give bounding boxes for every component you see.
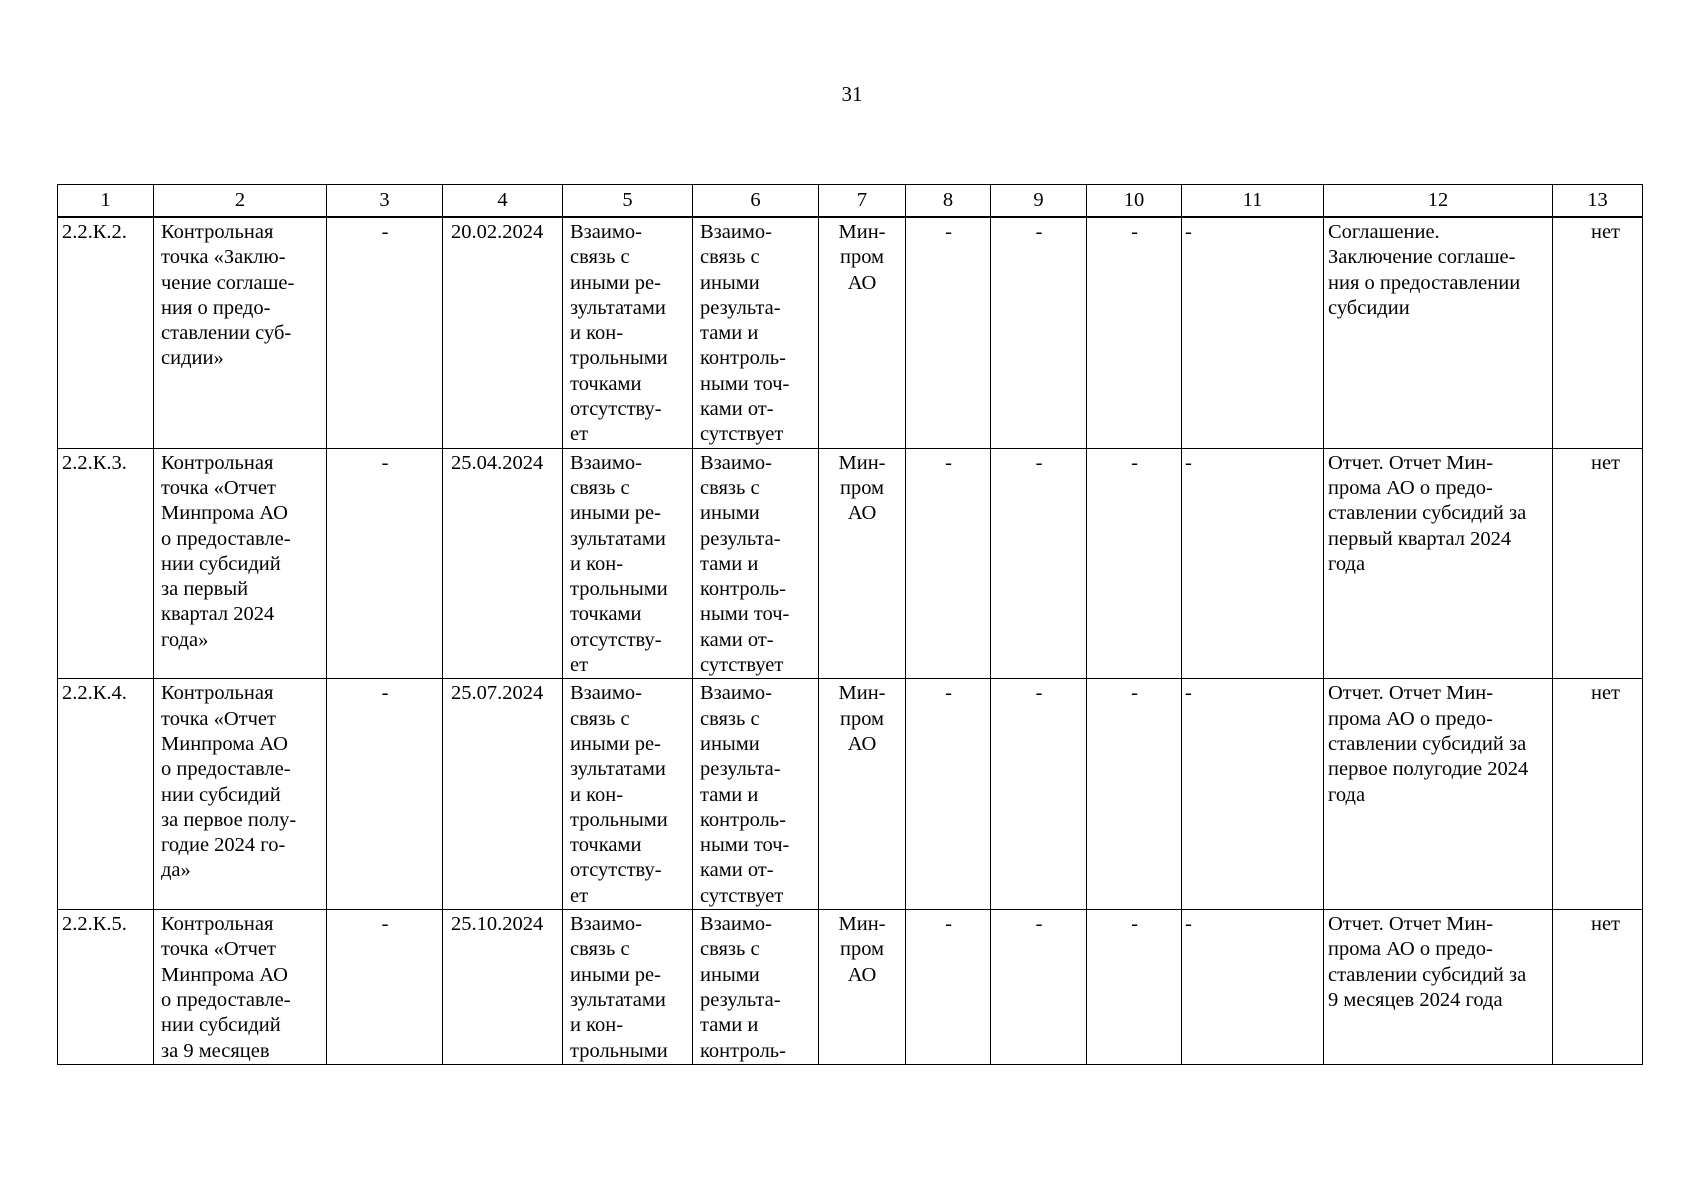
relations-points bbox=[693, 910, 819, 1065]
column-10-value: - bbox=[1087, 679, 1182, 910]
control-point-name-line: чение соглаше- bbox=[161, 271, 295, 294]
responsible-executor-line: АО bbox=[847, 732, 877, 755]
column-10-value: - bbox=[1087, 448, 1182, 679]
responsible-executor-line: Мин- bbox=[838, 221, 886, 243]
relations-points-line: сутствует bbox=[700, 654, 784, 677]
relations-points-line: Взаимо- bbox=[700, 682, 772, 705]
column-8-value: - bbox=[906, 448, 991, 679]
responsible-executor-line: пром bbox=[839, 246, 885, 269]
responsible-executor-line: пром bbox=[839, 707, 885, 730]
relations-points-line: контроль- bbox=[700, 808, 786, 831]
column-8-value: - bbox=[906, 679, 991, 910]
control-point-name-line: нии субсидий bbox=[161, 783, 281, 806]
column-13-value: нет bbox=[1553, 217, 1643, 448]
relations-points-line: иными bbox=[700, 502, 760, 525]
relations-results-line: иными ре- bbox=[570, 271, 661, 294]
control-point-name-line: Минпрома АО bbox=[161, 963, 288, 986]
column-number: 8 bbox=[906, 185, 991, 218]
control-point-name-line: Контрольная bbox=[161, 221, 274, 243]
responsible-executor-line: пром bbox=[839, 476, 885, 499]
row-id: 2.2.К.5. bbox=[58, 910, 154, 1065]
relations-results-line: иными ре- bbox=[570, 963, 661, 986]
relations-points bbox=[693, 217, 819, 448]
relations-points-line: ными точ- bbox=[700, 834, 790, 857]
control-point-name-line: ния о предо- bbox=[161, 296, 271, 319]
result-document bbox=[1324, 448, 1553, 679]
relations-results-line: связь с bbox=[570, 938, 630, 961]
column-number-row bbox=[58, 185, 1643, 218]
responsible-executor bbox=[819, 679, 906, 910]
control-point-name-line: да» bbox=[161, 859, 191, 882]
column-9-value: - bbox=[991, 910, 1087, 1065]
relations-results-line: трольными bbox=[570, 347, 668, 370]
column-number: 12 bbox=[1324, 185, 1553, 218]
column-3-value: - bbox=[327, 910, 443, 1065]
relations-points-line: результа- bbox=[700, 988, 781, 1011]
column-number: 13 bbox=[1553, 185, 1643, 218]
column-3-value: - bbox=[327, 448, 443, 679]
column-number: 5 bbox=[563, 185, 693, 218]
deadline-date: 20.02.2024 bbox=[443, 217, 563, 448]
relations-results-line: зультатами bbox=[570, 988, 666, 1011]
relations-results-line: зультатами bbox=[570, 758, 666, 781]
relations-results-line: ет bbox=[570, 654, 589, 677]
responsible-executor-line: АО bbox=[847, 271, 877, 294]
column-11-value: - bbox=[1182, 679, 1324, 910]
column-number: 3 bbox=[327, 185, 443, 218]
relations-points-line: ными точ- bbox=[700, 372, 790, 395]
control-point-name bbox=[154, 910, 327, 1065]
result-document-line: прома АО о предо- bbox=[1328, 476, 1493, 499]
row-id: 2.2.К.2. bbox=[58, 217, 154, 448]
relations-results-line: отсутству- bbox=[570, 628, 662, 651]
responsible-executor bbox=[819, 217, 906, 448]
control-point-name-line: за первый bbox=[161, 578, 249, 601]
relations-results-line: отсутству- bbox=[570, 398, 662, 421]
result-document-line: ставлении субсидий за bbox=[1328, 963, 1527, 986]
relations-points-line: контроль- bbox=[700, 578, 786, 601]
relations-points-line: тами и bbox=[700, 1014, 759, 1037]
responsible-executor-line: Мин- bbox=[838, 682, 886, 705]
relations-results bbox=[563, 910, 693, 1065]
control-point-name-line: точка «Заклю- bbox=[161, 246, 286, 269]
column-8-value: - bbox=[906, 217, 991, 448]
column-13-value: нет bbox=[1553, 448, 1643, 679]
relations-points bbox=[693, 679, 819, 910]
result-document-line: прома АО о предо- bbox=[1328, 707, 1493, 730]
column-number: 1 bbox=[58, 185, 154, 218]
relations-points-line: связь с bbox=[700, 476, 760, 499]
relations-points-line: сутствует bbox=[700, 423, 784, 446]
relations-results-line: связь с bbox=[570, 246, 630, 269]
relations-points-line: сутствует bbox=[700, 884, 784, 907]
relations-results-line: трольными bbox=[570, 1039, 668, 1062]
result-document-line: Отчет. Отчет Мин- bbox=[1328, 451, 1494, 474]
control-point-name-line: о предоставле- bbox=[161, 758, 291, 781]
result-document-line: Соглашение. bbox=[1328, 221, 1440, 243]
relations-results-line: и кон- bbox=[570, 1014, 624, 1037]
responsible-executor-line: АО bbox=[847, 963, 877, 986]
column-number: 9 bbox=[991, 185, 1087, 218]
relations-points-line: ками от- bbox=[700, 398, 774, 421]
result-document-line: Отчет. Отчет Мин- bbox=[1328, 913, 1494, 936]
control-point-name-line: ставлении суб- bbox=[161, 322, 292, 345]
relations-points-line: Взаимо- bbox=[700, 221, 772, 243]
relations-points-line: иными bbox=[700, 963, 760, 986]
control-point-name-line: Минпрома АО bbox=[161, 502, 288, 525]
deadline-date: 25.04.2024 bbox=[443, 448, 563, 679]
relations-results-line: ет bbox=[570, 884, 589, 907]
column-number: 10 bbox=[1087, 185, 1182, 218]
result-document-line: Отчет. Отчет Мин- bbox=[1328, 682, 1494, 705]
control-point-name-line: Контрольная bbox=[161, 913, 274, 936]
relations-results-line: точками bbox=[570, 372, 642, 395]
table-row bbox=[58, 448, 1643, 679]
result-document-line: ставлении субсидий за bbox=[1328, 732, 1527, 755]
relations-results-line: точками bbox=[570, 603, 642, 626]
control-point-name-line: за 9 месяцев bbox=[161, 1039, 270, 1062]
column-9-value: - bbox=[991, 217, 1087, 448]
relations-points-line: результа- bbox=[700, 758, 781, 781]
control-point-name-line: точка «Отчет bbox=[161, 707, 276, 730]
relations-results-line: и кон- bbox=[570, 783, 624, 806]
result-document-line: первое полугодие 2024 bbox=[1328, 758, 1529, 781]
control-point-name-line: годие 2024 го- bbox=[161, 834, 286, 857]
relations-results-line: ет bbox=[570, 423, 589, 446]
responsible-executor-line: Мин- bbox=[838, 451, 886, 474]
column-number: 7 bbox=[819, 185, 906, 218]
row-id: 2.2.К.4. bbox=[58, 679, 154, 910]
table-row bbox=[58, 217, 1643, 448]
relations-results-line: трольными bbox=[570, 808, 668, 831]
relations-results bbox=[563, 217, 693, 448]
column-9-value: - bbox=[991, 679, 1087, 910]
result-document-line: первый квартал 2024 bbox=[1328, 527, 1512, 550]
column-11-value: - bbox=[1182, 910, 1324, 1065]
page-number: 31 bbox=[841, 82, 863, 106]
relations-results-line: и кон- bbox=[570, 322, 624, 345]
relations-points-line: контроль- bbox=[700, 1039, 786, 1062]
control-point-name bbox=[154, 448, 327, 679]
relations-results-line: иными ре- bbox=[570, 732, 661, 755]
column-13-value: нет bbox=[1553, 679, 1643, 910]
relations-results-line: связь с bbox=[570, 707, 630, 730]
relations-results-line: связь с bbox=[570, 476, 630, 499]
relations-points-line: связь с bbox=[700, 707, 760, 730]
control-point-name-line: о предоставле- bbox=[161, 527, 291, 550]
column-number: 4 bbox=[443, 185, 563, 218]
relations-points-line: Взаимо- bbox=[700, 451, 772, 474]
control-point-name-line: точка «Отчет bbox=[161, 476, 276, 499]
column-number: 11 bbox=[1182, 185, 1324, 218]
relations-points-line: связь с bbox=[700, 938, 760, 961]
control-point-name-line: Контрольная bbox=[161, 451, 274, 474]
column-11-value: - bbox=[1182, 448, 1324, 679]
control-point-name-line: Контрольная bbox=[161, 682, 274, 705]
deadline-date: 25.10.2024 bbox=[443, 910, 563, 1065]
result-document-line: года bbox=[1328, 783, 1366, 806]
result-document-line: прома АО о предо- bbox=[1328, 938, 1493, 961]
column-9-value: - bbox=[991, 448, 1087, 679]
relations-points-line: ными точ- bbox=[700, 603, 790, 626]
control-point-name-line: нии субсидий bbox=[161, 1014, 281, 1037]
result-document bbox=[1324, 217, 1553, 448]
relations-points-line: иными bbox=[700, 732, 760, 755]
relations-points-line: тами и bbox=[700, 322, 759, 345]
relations-points-line: контроль- bbox=[700, 347, 786, 370]
relations-results-line: Взаимо- bbox=[570, 451, 642, 474]
responsible-executor bbox=[819, 910, 906, 1065]
relations-points-line: ками от- bbox=[700, 859, 774, 882]
control-point-name-line: сидии» bbox=[161, 347, 224, 370]
column-11-value: - bbox=[1182, 217, 1324, 448]
relations-points-line: Взаимо- bbox=[700, 913, 772, 936]
relations-results-line: Взаимо- bbox=[570, 221, 642, 243]
responsible-executor-line: пром bbox=[839, 938, 885, 961]
row-id: 2.2.К.3. bbox=[58, 448, 154, 679]
result-document-line: ния о предоставлении bbox=[1328, 271, 1521, 294]
column-13-value: нет bbox=[1553, 910, 1643, 1065]
result-document-line: Заключение соглаше- bbox=[1328, 246, 1516, 269]
control-point-name-line: точка «Отчет bbox=[161, 938, 276, 961]
column-number: 6 bbox=[693, 185, 819, 218]
column-8-value: - bbox=[906, 910, 991, 1065]
relations-points-line: тами и bbox=[700, 783, 759, 806]
relations-results bbox=[563, 448, 693, 679]
relations-results-line: зультатами bbox=[570, 527, 666, 550]
relations-results-line: зультатами bbox=[570, 296, 666, 319]
control-point-name-line: года» bbox=[161, 628, 209, 651]
control-point-name bbox=[154, 679, 327, 910]
relations-points-line: связь с bbox=[700, 246, 760, 269]
control-point-name-line: нии субсидий bbox=[161, 552, 281, 575]
result-document-line: ставлении субсидий за bbox=[1328, 502, 1527, 525]
relations-results-line: Взаимо- bbox=[570, 913, 642, 936]
result-document bbox=[1324, 910, 1553, 1065]
table-row bbox=[58, 910, 1643, 1065]
control-point-name bbox=[154, 217, 327, 448]
column-10-value: - bbox=[1087, 910, 1182, 1065]
control-point-name-line: Минпрома АО bbox=[161, 732, 288, 755]
result-document-line: 9 месяцев 2024 года bbox=[1328, 988, 1503, 1011]
relations-points-line: иными bbox=[700, 271, 760, 294]
relations-results-line: и кон- bbox=[570, 552, 624, 575]
relations-results-line: Взаимо- bbox=[570, 682, 642, 705]
relations-points-line: тами и bbox=[700, 552, 759, 575]
deadline-date: 25.07.2024 bbox=[443, 679, 563, 910]
relations-points bbox=[693, 448, 819, 679]
column-number: 2 bbox=[154, 185, 327, 218]
responsible-executor-line: Мин- bbox=[838, 913, 886, 936]
result-document bbox=[1324, 679, 1553, 910]
relations-results-line: иными ре- bbox=[570, 502, 661, 525]
responsible-executor-line: АО bbox=[847, 502, 877, 525]
control-point-name-line: о предоставле- bbox=[161, 988, 291, 1011]
relations-results-line: трольными bbox=[570, 578, 668, 601]
result-document-line: субсидии bbox=[1328, 296, 1410, 319]
control-point-name-line: за первое полу- bbox=[161, 808, 297, 831]
responsible-executor bbox=[819, 448, 906, 679]
relations-points-line: результа- bbox=[700, 296, 781, 319]
column-10-value: - bbox=[1087, 217, 1182, 448]
column-3-value: - bbox=[327, 679, 443, 910]
result-document-line: года bbox=[1328, 552, 1366, 575]
column-3-value: - bbox=[327, 217, 443, 448]
relations-results-line: точками bbox=[570, 834, 642, 857]
relations-results bbox=[563, 679, 693, 910]
control-points-table bbox=[57, 184, 1643, 1065]
table-row bbox=[58, 679, 1643, 910]
relations-results-line: отсутству- bbox=[570, 859, 662, 882]
control-point-name-line: квартал 2024 bbox=[161, 603, 275, 626]
relations-points-line: результа- bbox=[700, 527, 781, 550]
relations-points-line: ками от- bbox=[700, 628, 774, 651]
